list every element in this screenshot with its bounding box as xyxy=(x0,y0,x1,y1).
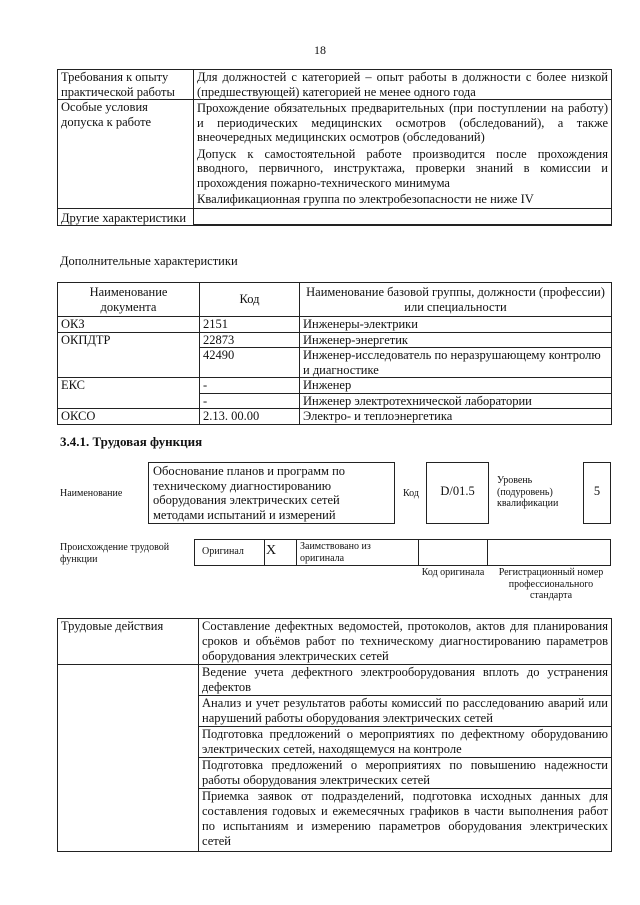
doc-cell: ОКЗ xyxy=(58,317,200,333)
function-name-box xyxy=(148,462,395,524)
table-row xyxy=(58,409,612,425)
column-header-document: Наименование документа xyxy=(58,283,200,317)
table-row xyxy=(58,317,612,333)
code-cell: 42490 xyxy=(200,348,300,378)
table-header-row xyxy=(58,283,612,317)
name-cell: Инженер xyxy=(300,378,612,394)
code-cell: - xyxy=(200,393,300,409)
name-cell: Инженер электротехнической лаборатории xyxy=(300,393,612,409)
table-row xyxy=(58,100,612,209)
name-cell: Электро- и теплоэнергетика xyxy=(300,409,612,425)
labor-action-item: Ведение учета дефектного электрооборудования вплоть до устранения дефектов xyxy=(199,665,612,696)
row-label: Особые условия допуска к работе xyxy=(58,100,194,209)
table-row xyxy=(58,70,612,100)
original-mark: X xyxy=(266,543,277,558)
level-label: Уровень (подуровень) квалификации xyxy=(497,475,559,509)
function-code-value: D/01.5 xyxy=(440,484,475,498)
level-value: 5 xyxy=(593,484,601,498)
row-label: Другие характеристики xyxy=(58,208,194,226)
table-row xyxy=(58,619,612,665)
documents-table xyxy=(57,282,612,425)
origin-label: Происхождение трудовой функции xyxy=(60,542,170,565)
function-name-value: Обоснование планов и программ по техническому диагностированию оборудования электрических сетей методами испытаний и измерений xyxy=(153,464,346,522)
labor-action-item: Анализ и учет результатов работы комиссий по расследованию аварий или нарушений работы оборудования электрических сетей xyxy=(199,696,612,727)
labor-actions-label: Трудовые действия xyxy=(58,619,199,665)
row-value: Квалификационная группа по электробезопасности не ниже IV xyxy=(197,192,534,206)
requirements-table xyxy=(57,69,612,226)
labor-actions-table xyxy=(57,618,612,852)
labor-action-item: Подготовка предложений о мероприятиях по повышению надежности работы оборудования электрических сетей xyxy=(199,758,612,789)
column-header-code: Код xyxy=(200,283,300,317)
name-cell: Инженеры-электрики xyxy=(300,317,612,333)
table-row xyxy=(58,665,612,696)
additional-characteristics-title: Дополнительные характеристики xyxy=(60,254,238,268)
row-value: Допуск к самостоятельной работе производится после прохождения вводного, первичного, инструктажа, проверки знаний в комиссии и прохождения пожарно-технического минимума xyxy=(197,146,608,190)
name-cell: Инженер-энергетик xyxy=(300,332,612,348)
table-row xyxy=(58,378,612,394)
column-header-name: Наименование базовой группы, должности (профессии) или специальности xyxy=(300,283,612,317)
row-value: Для должностей с категорией – опыт работы в должности с более низкой (предшествующей) категорией не менее одного года xyxy=(194,70,612,100)
level-box xyxy=(583,462,611,524)
labor-action-item: Подготовка предложений о мероприятиях по дефектному оборудованию электрических сетей, находящемуся на контроле xyxy=(199,727,612,758)
labor-action-item: Приемка заявок от подразделений, подготовка исходных данных для составления годовых и ежемесячных графиков в части выполнения работ по испытаниям и измерению параметров оборудования электрических сетей xyxy=(199,789,612,852)
code-cell: 2.13. 00.00 xyxy=(200,409,300,425)
table-row xyxy=(58,332,612,348)
name-cell: Инженер-исследователь по неразрушающему контролю и диагностике xyxy=(300,348,612,378)
code-cell: 2151 xyxy=(200,317,300,333)
borrowed-label: Заимствовано из оригинала xyxy=(300,541,371,564)
labor-action-item: Составление дефектных ведомостей, протоколов, актов для планирования сроков и объёмов работ по техническому диагностированию параметров оборудования электрических сетей xyxy=(199,619,612,665)
doc-cell: ОКПДТР xyxy=(58,332,200,378)
doc-cell: ЕКС xyxy=(58,378,200,409)
code-cell: - xyxy=(200,378,300,394)
name-label: Наименование xyxy=(60,488,123,499)
original-label: Оригинал xyxy=(202,546,244,557)
table-row xyxy=(58,208,612,226)
doc-cell: ОКСО xyxy=(58,409,200,425)
registration-number-caption: Регистрационный номер профессионального стандарта xyxy=(498,567,604,601)
code-label: Код xyxy=(403,488,419,499)
row-label: Требования к опыту практической работы xyxy=(58,70,194,100)
row-value: Прохождение обязательных предварительных (при поступлении на работу) и периодических медицинских осмотров (обследований), а также внеочередных медицинских осмотров (обследований) xyxy=(197,101,608,144)
page-number: 18 xyxy=(314,43,326,57)
function-code-box xyxy=(426,462,489,524)
code-of-original-caption: Код оригинала xyxy=(421,567,485,578)
section-heading: 3.4.1. Трудовая функция xyxy=(60,434,203,449)
code-cell: 22873 xyxy=(200,332,300,348)
